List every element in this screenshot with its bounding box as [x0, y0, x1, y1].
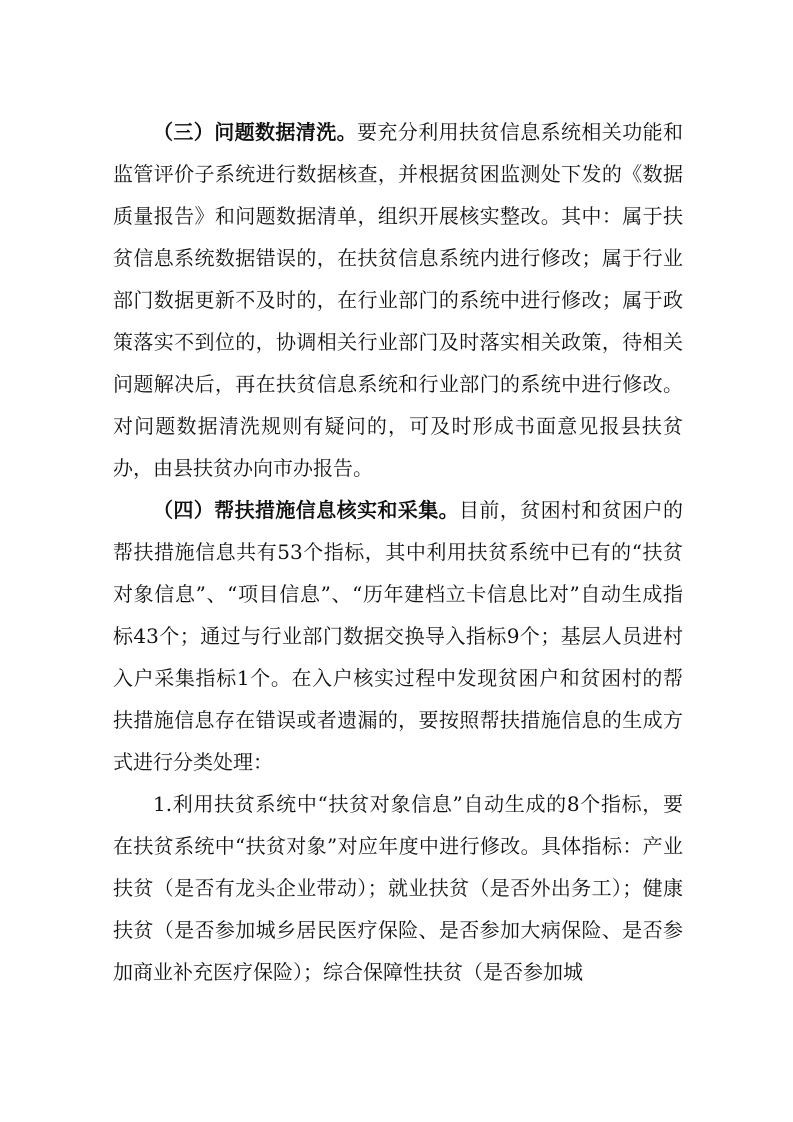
section-heading-four: （四）帮扶措施信息核实和采集。: [153, 498, 459, 522]
document-page: [113, 111, 683, 993]
paragraph-item-one: [113, 783, 683, 993]
paragraph-text: 要充分利用扶贫信息系统相关功能和监管评价子系统进行数据核查，并根据贫困监测处下发的《数据质量报告》和问题数据清单，组织开展核实整改。其中：属于扶贫信息系统数据错误的，在扶贫信息系统内进行修改；属于行业部门数据更新不及时的，在行业部门的系统中进行修改；属于政策落实不到位的，协调相关行业部门及时落实相关政策，待相关问题解决后，再在扶贫信息系统和行业部门的系统中进行修改。对问题数据清洗规则有疑问的，可及时形成书面意见报县扶贫办，由县扶贫办向市办报告。: [113, 120, 683, 480]
paragraph-problem-data-cleaning: [113, 111, 683, 489]
paragraph-assistance-measures: [113, 489, 683, 783]
paragraph-text: 目前，贫困村和贫困户的帮扶措施信息共有53个指标，其中利用扶贫系统中已有的“扶贫对象信息”、“项目信息”、“历年建档立卡信息比对”自动生成指标43个；通过与行业部门数据交换导入指标9个；基层人员进村入户采集指标1个。在入户核实过程中发现贫困户和贫困村的帮扶措施信息存在错误或者遗漏的，要按照帮扶措施信息的生成方式进行分类处理：: [113, 498, 683, 774]
paragraph-text: 1.利用扶贫系统中“扶贫对象信息”自动生成的8个指标，要在扶贫系统中“扶贫对象”对应年度中进行修改。具体指标：产业扶贫（是否有龙头企业带动）；就业扶贫（是否外出务工）；健康扶贫（是否参加城乡居民医疗保险、是否参加大病保险、是否参加商业补充医疗保险）；综合保障性扶贫（是否参加城: [113, 792, 683, 984]
section-heading-three: （三）问题数据清洗。: [153, 120, 357, 144]
